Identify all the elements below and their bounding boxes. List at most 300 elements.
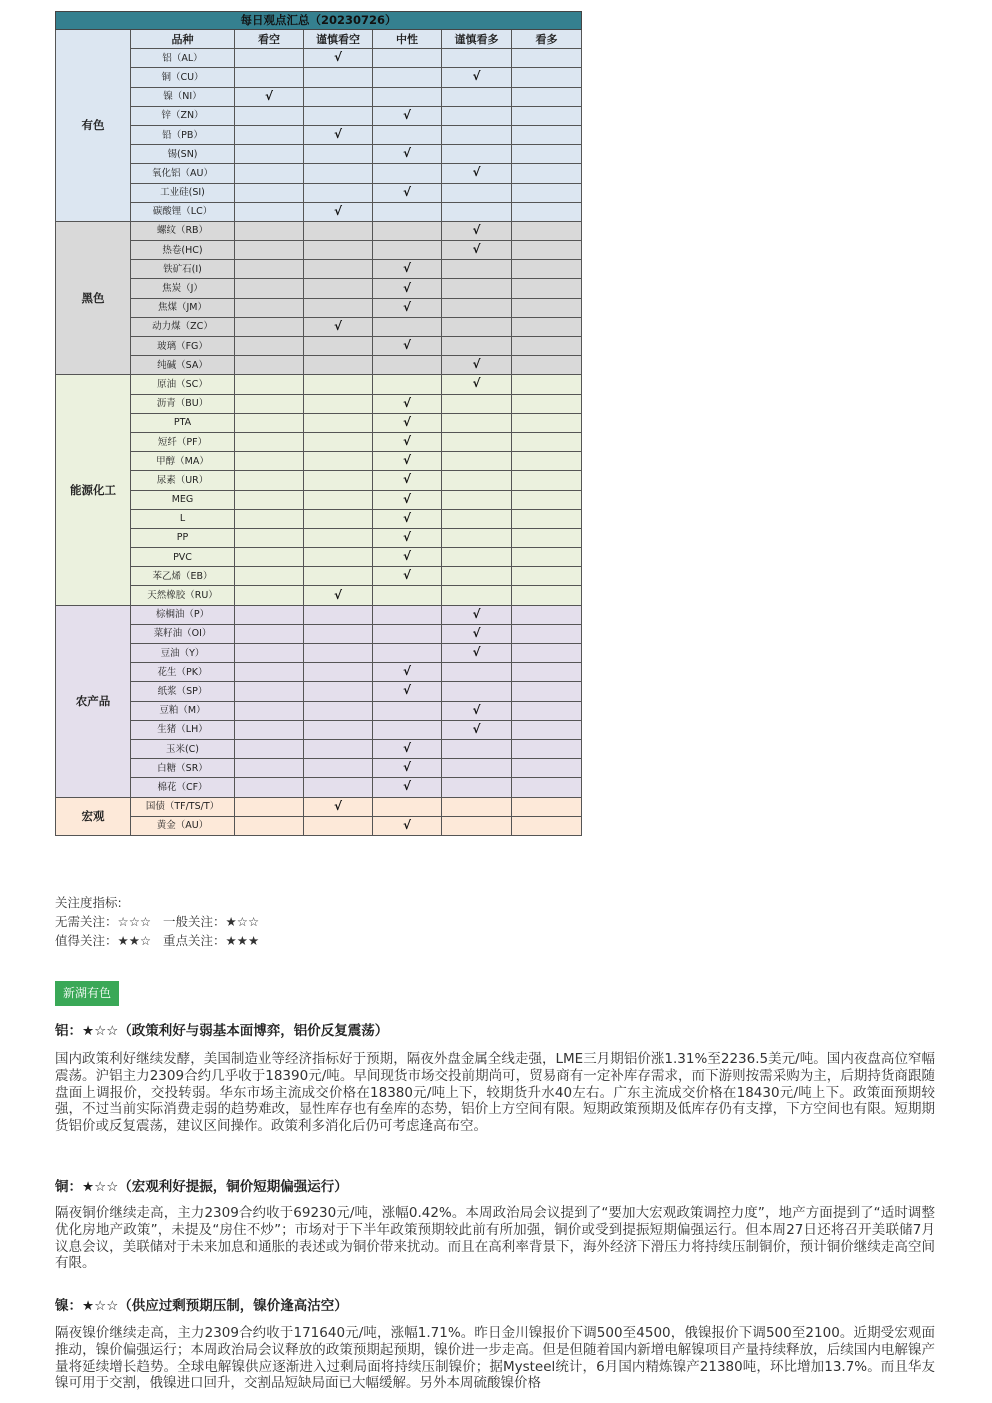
commodity-name: 玻璃（FG） [131,337,235,356]
table-row [56,125,582,144]
view-cell [235,202,304,221]
commodity-name: 黄金（AU） [131,816,235,835]
check-mark-icon: √ [402,280,411,295]
commodity-name: 生猪（LH） [131,720,235,739]
view-cell [373,605,442,624]
table-row [56,778,582,797]
view-cell [512,125,582,144]
check-mark-icon: √ [472,376,481,391]
view-cell [442,528,512,547]
check-mark-icon: √ [402,549,411,564]
view-cell [304,778,373,797]
view-cell [373,125,442,144]
view-cell [304,624,373,643]
view-cell [235,644,304,663]
check-mark-icon: √ [402,338,411,353]
commodity-name: 纸浆（SP） [131,682,235,701]
view-cell [373,816,442,835]
group-label: 能源化工 [56,375,131,605]
view-cell [442,164,512,183]
view-cell [304,528,373,547]
table-row [56,682,582,701]
view-cell [235,183,304,202]
table-row [56,183,582,202]
check-mark-icon: √ [402,472,411,487]
view-cell [373,720,442,739]
view-cell [304,356,373,375]
view-cell [373,375,442,394]
view-cell [442,183,512,202]
check-mark-icon: √ [402,146,411,161]
view-cell [235,125,304,144]
check-mark-icon: √ [264,88,273,103]
view-cell [512,432,582,451]
commodity-name: 尿素（UR） [131,471,235,490]
view-cell [373,145,442,164]
view-cell [512,260,582,279]
view-cell [235,413,304,432]
table-row [56,528,582,547]
commodity-name: 棉花（CF） [131,778,235,797]
view-cell [442,816,512,835]
view-cell [304,125,373,144]
view-cell [512,816,582,835]
commodity-name: 铜（CU） [131,68,235,87]
view-cell [442,375,512,394]
view-cell [373,49,442,68]
view-cell [235,548,304,567]
view-cell [512,739,582,758]
view-cell [304,720,373,739]
view-cell [235,145,304,164]
group-label: 有色 [56,30,131,222]
view-cell [373,68,442,87]
table-row [56,375,582,394]
table-row [56,87,582,106]
view-cell [442,605,512,624]
table-row [56,663,582,682]
view-cell [373,413,442,432]
table-row [56,221,582,240]
aluminum-heading: 铝：★☆☆（政策利好与弱基本面博弈，铝价反复震荡） [55,1023,389,1039]
table-row [56,356,582,375]
view-cell [304,548,373,567]
view-cell [235,356,304,375]
table-row [56,739,582,758]
view-cell [512,471,582,490]
view-cell [442,548,512,567]
commodity-name: 锡(SN) [131,145,235,164]
view-cell [235,394,304,413]
table-row [56,567,582,586]
check-mark-icon: √ [402,529,411,544]
check-mark-icon: √ [402,683,411,698]
view-cell [304,490,373,509]
view-cell [304,221,373,240]
view-cell [373,337,442,356]
view-cell [235,260,304,279]
view-cell [373,298,442,317]
table-row [56,49,582,68]
view-cell [235,471,304,490]
view-cell [235,739,304,758]
view-cell [304,394,373,413]
commodity-name: 花生（PK） [131,663,235,682]
view-cell [235,164,304,183]
view-cell [512,567,582,586]
table-row [56,759,582,778]
view-cell [373,490,442,509]
check-mark-icon: √ [333,798,342,813]
view-cell [512,279,582,298]
view-cell [304,68,373,87]
table-row [56,106,582,125]
view-cell [373,624,442,643]
view-cell [442,356,512,375]
view-cell [442,202,512,221]
check-mark-icon: √ [472,606,481,621]
check-mark-icon: √ [333,203,342,218]
commodity-name: L [131,509,235,528]
view-cell [512,586,582,605]
view-cell [235,432,304,451]
column-header: 中性 [373,30,442,49]
check-mark-icon: √ [402,568,411,583]
view-cell [442,778,512,797]
view-cell [512,298,582,317]
nickel-paragraph: 隔夜镍价继续走高，主力2309合约收于171640元/吨，涨幅1.71%。昨日金川镍报价下调500至4500，俄镍报价下调500至2100。近期受宏观面推动，镍价偏强运行；本周政治局会议释放的政策预期起预期，镍价进一步走高。但是但随着国内新增电解镍项目产量持续释放，后续国内电解镍产量将延续增长趋势。全球电解镍供应逐渐进入过剩局面将持续压制镍价；据Mysteel统计，6月国内精炼镍产21380吨，环比增加13.7%。而且华友镍可用于交割，俄镍进口回升，交割品短缺局面已大幅缓解。另外本周硫酸镍价格 [55,1325,935,1392]
view-cell [235,778,304,797]
commodity-name: 棕榈油（P） [131,605,235,624]
check-mark-icon: √ [402,414,411,429]
commodity-name: 工业硅(SI) [131,183,235,202]
view-cell [442,279,512,298]
view-cell [304,682,373,701]
view-cell [512,528,582,547]
column-header: 看空 [235,30,304,49]
column-header: 品种 [131,30,235,49]
table-row [56,624,582,643]
check-mark-icon: √ [333,127,342,142]
attention-legend [55,893,259,950]
group-label: 农产品 [56,605,131,797]
view-cell [373,759,442,778]
view-cell [373,663,442,682]
view-cell [442,682,512,701]
view-cell [442,106,512,125]
view-cell [442,394,512,413]
view-cell [373,567,442,586]
view-cell [442,317,512,336]
view-cell [235,663,304,682]
view-cell [373,183,442,202]
view-cell [373,317,442,336]
commodity-name: 豆油（Y） [131,644,235,663]
commodity-name: 碳酸锂（LC） [131,202,235,221]
view-cell [442,413,512,432]
commodity-name: PTA [131,413,235,432]
commodity-name: 纯碱（SA） [131,356,235,375]
view-cell [512,413,582,432]
view-cell [442,260,512,279]
view-cell [512,394,582,413]
table-row [56,720,582,739]
view-cell [235,452,304,471]
view-cell [235,279,304,298]
table-row [56,816,582,835]
view-cell [373,452,442,471]
commodity-name: 菜籽油（OI） [131,624,235,643]
view-cell [373,394,442,413]
view-cell [304,739,373,758]
check-mark-icon: √ [472,721,481,736]
check-mark-icon: √ [402,299,411,314]
commodity-name: 短纤（PF） [131,432,235,451]
view-cell [235,682,304,701]
view-cell [304,49,373,68]
check-mark-icon: √ [472,645,481,660]
table-row [56,164,582,183]
view-cell [373,471,442,490]
check-mark-icon: √ [472,357,481,372]
table-row [56,241,582,260]
view-cell [442,432,512,451]
view-cell [304,317,373,336]
view-cell [304,586,373,605]
check-mark-icon: √ [472,242,481,257]
table-row [56,471,582,490]
view-cell [512,356,582,375]
view-cell [512,87,582,106]
commodity-name: 焦煤（JM） [131,298,235,317]
column-header: 谨慎看空 [304,30,373,49]
check-mark-icon: √ [333,318,342,333]
commodity-name: 白糖（SR） [131,759,235,778]
view-cell [373,106,442,125]
view-cell [304,279,373,298]
view-cell [235,797,304,816]
view-cell [304,202,373,221]
view-cell [512,337,582,356]
table-row [56,605,582,624]
view-cell [512,759,582,778]
legend-line-2: 值得关注：★★☆ 重点关注：★★★ [55,933,260,948]
view-cell [235,720,304,739]
table-row [56,701,582,720]
view-cell [373,509,442,528]
commodity-name: 铅（PB） [131,125,235,144]
view-cell [512,644,582,663]
commodity-name: 铁矿石(I) [131,260,235,279]
check-mark-icon: √ [472,702,481,717]
view-cell [235,68,304,87]
view-cell [373,739,442,758]
commodity-name: 天然橡胶（RU） [131,586,235,605]
view-cell [304,241,373,260]
view-cell [235,375,304,394]
view-cell [442,221,512,240]
commodity-name: 豆粕（M） [131,701,235,720]
view-cell [442,471,512,490]
commodity-name: 甲醇（MA） [131,452,235,471]
view-cell [373,778,442,797]
view-cell [442,797,512,816]
view-cell [512,106,582,125]
view-cell [442,644,512,663]
commodity-name: 动力煤（ZC） [131,317,235,336]
check-mark-icon: √ [402,741,411,756]
commodity-name: 热卷(HC) [131,241,235,260]
view-cell [512,701,582,720]
table-row [56,279,582,298]
view-cell [442,509,512,528]
view-cell [442,241,512,260]
view-cell [304,87,373,106]
aluminum-paragraph: 国内政策利好继续发酵，美国制造业等经济指标好于预期，隔夜外盘金属全线走强，LME三月期铝价涨1.31%至2236.5美元/吨。国内夜盘高位窄幅震荡。沪铝主力2309合约几乎收于18390元/吨。早间现货市场交投前期尚可，贸易商有一定补库存需求，而下游则按需采购为主，后期持货商跟随盘面上调报价，交投转弱。华东市场主流成交价格在18380元/吨上下，较期货升水40左右。广东主流成交价格在18430元/吨上下。政策面预期较强，不过当前实际消费走弱的趋势难改，显性库存也有垒库的态势，铝价上方空间有限。短期政策预期及低库存仍有支撑，下方空间也有限。短期期货铝价或反复震荡，建议区间操作。政策利多消化后仍可考虑逢高布空。 [55,1051,935,1135]
view-cell [512,452,582,471]
view-cell [373,528,442,547]
view-cell [512,317,582,336]
view-cell [235,528,304,547]
check-mark-icon: √ [402,107,411,122]
check-mark-icon: √ [472,69,481,84]
view-cell [512,145,582,164]
view-cell [304,644,373,663]
section-tag: 新湖有色 [55,981,119,1006]
table-row [56,644,582,663]
view-cell [304,164,373,183]
table-row [56,317,582,336]
table-row [56,260,582,279]
view-cell [235,509,304,528]
table-row [56,586,582,605]
view-cell [442,739,512,758]
table-title: 每日观点汇总（20230726） [56,12,582,30]
view-cell [512,375,582,394]
view-cell [235,49,304,68]
table-row [56,394,582,413]
view-cell [512,221,582,240]
view-cell [235,490,304,509]
view-cell [512,509,582,528]
group-label: 宏观 [56,797,131,835]
commodity-name: 铝（AL） [131,49,235,68]
view-cell [373,797,442,816]
table-row [56,452,582,471]
view-cell [304,509,373,528]
view-cell [373,356,442,375]
view-cell [235,586,304,605]
check-mark-icon: √ [402,184,411,199]
table-row [56,145,582,164]
view-cell [304,701,373,720]
view-cell [304,432,373,451]
nickel-heading: 镍：★☆☆（供应过剩预期压制，镍价逢高沽空） [55,1298,348,1314]
view-cell [442,586,512,605]
view-cell [373,221,442,240]
view-cell [373,586,442,605]
view-cell [373,644,442,663]
commodity-name: MEG [131,490,235,509]
view-cell [235,759,304,778]
view-cell [442,624,512,643]
view-cell [235,106,304,125]
table-row [56,548,582,567]
view-cell [373,202,442,221]
view-cell [304,471,373,490]
view-cell [442,567,512,586]
commodity-name: 国债（TF/TS/T） [131,797,235,816]
view-cell [442,145,512,164]
commodity-name: 氧化铝（AU） [131,164,235,183]
view-cell [512,164,582,183]
check-mark-icon: √ [472,222,481,237]
commodity-name: 锌（ZN） [131,106,235,125]
table-row [56,413,582,432]
check-mark-icon: √ [402,491,411,506]
check-mark-icon: √ [402,453,411,468]
view-cell [304,260,373,279]
view-cell [235,298,304,317]
commodity-name: PP [131,528,235,547]
view-cell [304,797,373,816]
legend-title: 关注度指标: [55,895,122,910]
view-cell [235,87,304,106]
table-row [56,337,582,356]
view-cell [235,701,304,720]
view-cell [304,413,373,432]
view-cell [373,682,442,701]
view-cell [373,87,442,106]
view-cell [235,221,304,240]
view-cell [442,490,512,509]
check-mark-icon: √ [333,50,342,65]
commodity-name: 焦炭（J） [131,279,235,298]
view-cell [442,720,512,739]
check-mark-icon: √ [402,510,411,525]
legend-line-1: 无需关注：☆☆☆ 一般关注：★☆☆ [55,914,260,929]
check-mark-icon: √ [402,395,411,410]
view-cell [304,183,373,202]
view-cell [512,241,582,260]
view-cell [304,816,373,835]
view-cell [512,605,582,624]
view-cell [512,663,582,682]
view-cell [442,87,512,106]
view-cell [373,241,442,260]
view-cell [512,548,582,567]
view-cell [304,337,373,356]
commodity-name: 镍（NI） [131,87,235,106]
view-cell [512,183,582,202]
view-cell [373,260,442,279]
table-row [56,432,582,451]
check-mark-icon: √ [402,817,411,832]
check-mark-icon: √ [402,760,411,775]
view-cell [512,797,582,816]
check-mark-icon: √ [402,261,411,276]
view-cell [235,317,304,336]
view-cell [235,816,304,835]
view-cell [512,778,582,797]
view-cell [442,68,512,87]
check-mark-icon: √ [333,587,342,602]
view-cell [442,452,512,471]
view-cell [512,68,582,87]
view-cell [235,567,304,586]
view-cell [235,624,304,643]
commodity-name: 原油（SC） [131,375,235,394]
